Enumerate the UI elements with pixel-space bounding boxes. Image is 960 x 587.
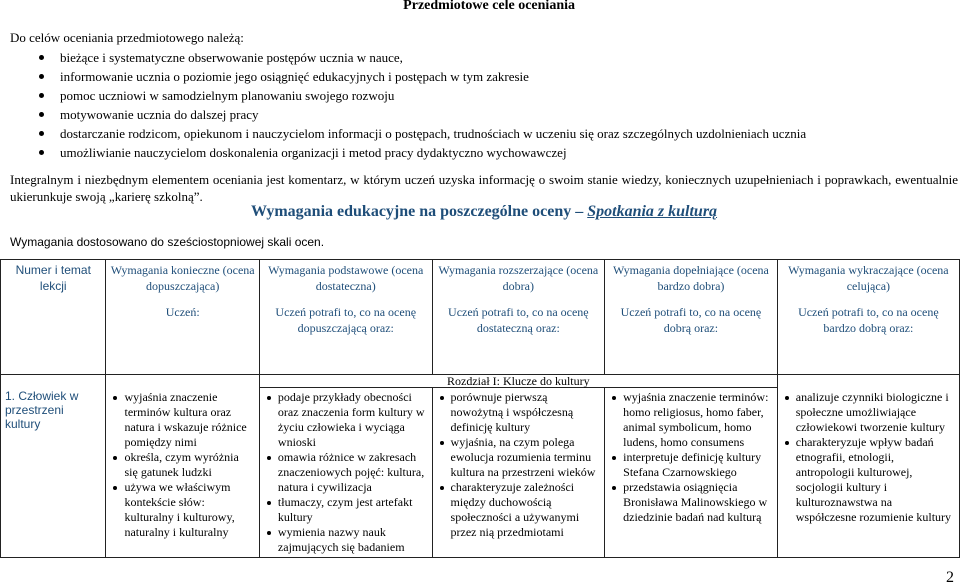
section-title-main: Wymagania edukacyjne na poszczególne oceny – xyxy=(250,203,588,220)
subsection-title: Rozdział I: Klucze do kultury xyxy=(259,375,777,388)
requirements-dobra xyxy=(432,388,605,558)
table-row xyxy=(1,388,960,558)
header-dopuszczajaca: Wymagania konieczne (ocena dopuszczająca) Uczeń: xyxy=(106,260,259,375)
requirements-dostateczna xyxy=(259,388,432,558)
header-dobra: Wymagania rozszerzające (ocena dobra) Uczeń potrafi to, co na ocenę dostateczną oraz: xyxy=(432,260,605,375)
lesson-cell: 1. Człowiek w przestrzeni kultury xyxy=(1,375,106,558)
requirements-celujaca xyxy=(777,388,959,558)
section-title xyxy=(10,203,958,221)
requirements-bardzo-dobra xyxy=(605,388,778,558)
requirements-dopuszczajaca xyxy=(106,388,259,558)
intro-text: Do celów oceniania przedmiotowego należą: xyxy=(10,30,244,45)
list-item: przedstawia osiągnięcia Bronisława Malinowskiego w dziedzinie badań nad kulturą xyxy=(623,480,773,525)
list-item: wyjaśnia znaczenie terminów kultura oraz natura i wskazuje różnice pomiędzy nimi xyxy=(124,390,254,450)
list-item: podaje przykłady obecności oraz znaczenia form kultury w życiu człowieka i wyciąga wnioski xyxy=(278,390,428,450)
list-item: omawia różnice w zakresach znaczeniowych pojęć: kultura, natura i cywilizacja xyxy=(278,450,428,495)
goal-item: bieżące i systematyczne obserwowanie postępów ucznia w nauce, xyxy=(14,48,954,67)
requirements-table xyxy=(0,259,960,558)
header-bardzo-dobra: Wymagania dopełniające (ocena bardzo dobra) Uczeń potrafi to, co na ocenę dobrą oraz: xyxy=(605,260,778,375)
list-item: interpretuje definicję kultury Stefana Czarnowskiego xyxy=(623,450,773,480)
list-item: charakteryzuje zależności między duchowością społeczności a używanymi przez nią przedmiotami xyxy=(451,480,601,540)
page-title: Przedmiotowe cele oceniania xyxy=(403,0,575,13)
subsection-row xyxy=(1,375,960,388)
scale-note: Wymagania dostosowano do sześciostopniowej skali ocen. xyxy=(10,235,325,249)
table-header-row xyxy=(1,260,960,375)
goal-item: informowanie ucznia o poziomie jego osiągnięć edukacyjnych i postępach w tym zakresie xyxy=(14,67,954,86)
list-item: wyjaśnia, na czym polega ewolucja rozumienia terminu kultura na przestrzeni wieków xyxy=(451,435,601,480)
list-item: określa, czym wyróżnia się gatunek ludzki xyxy=(124,450,254,480)
section-title-link: Spotkania z kulturą xyxy=(587,203,718,220)
list-item: tłumaczy, czym jest artefakt kultury xyxy=(278,495,428,525)
list-item: charakteryzuje wpływ badań etnografii, etnologii, antropologii kulturowej, socjologii kultury i kulturoznawstwa na współczesne rozumienie kultury xyxy=(796,435,955,525)
goals-list xyxy=(14,48,954,162)
goal-item: umożliwianie nauczycielom doskonalenia organizacji i metod pracy dydaktyczno wychowawczej xyxy=(14,143,954,162)
list-item: wymienia nazwy nauk zajmujących się badaniem xyxy=(278,525,428,555)
list-item: wyjaśnia znaczenie terminów: homo religiosus, homo faber, animal symbolicum, homo ludens, homo consumens xyxy=(623,390,773,450)
goal-item: dostarczanie rodzicom, opiekunom i nauczycielom informacji o postępach, trudnościach w uczeniu się oraz szczególnych uzdolnieniach ucznia xyxy=(14,124,954,143)
list-item: analizuje czynniki biologiczne i społeczne umożliwiające człowiekowi tworzenie kultury xyxy=(796,390,955,435)
header-dostateczna: Wymagania podstawowe (ocena dostateczna) Uczeń potrafi to, co na ocenę dopuszczającą oraz: xyxy=(259,260,432,375)
comment-paragraph: Integralnym i niezbędnym elementem oceniania jest komentarz, w którym uczeń uzyska informację o swoim stanie wiedzy, koniecznych uzupełnieniach i poprawkach, ewentualnie ukierunkuje swoją „karierę szkolną”. xyxy=(10,172,958,204)
list-item: używa we właściwym kontekście słów: kulturalny i kulturowy, naturalny i kulturalny xyxy=(124,480,254,540)
header-lesson: Numer i temat lekcji xyxy=(1,260,106,375)
header-celujaca: Wymagania wykraczające (ocena celująca) Uczeń potrafi to, co na ocenę bardzo dobrą oraz: xyxy=(777,260,959,375)
list-item: porównuje pierwszą nowożytną i współczesną definicję kultury xyxy=(451,390,601,435)
page-number: 2 xyxy=(946,569,954,586)
goal-item: pomoc uczniowi w samodzielnym planowaniu swojego rozwoju xyxy=(14,86,954,105)
goal-item: motywowanie ucznia do dalszej pracy xyxy=(14,105,954,124)
